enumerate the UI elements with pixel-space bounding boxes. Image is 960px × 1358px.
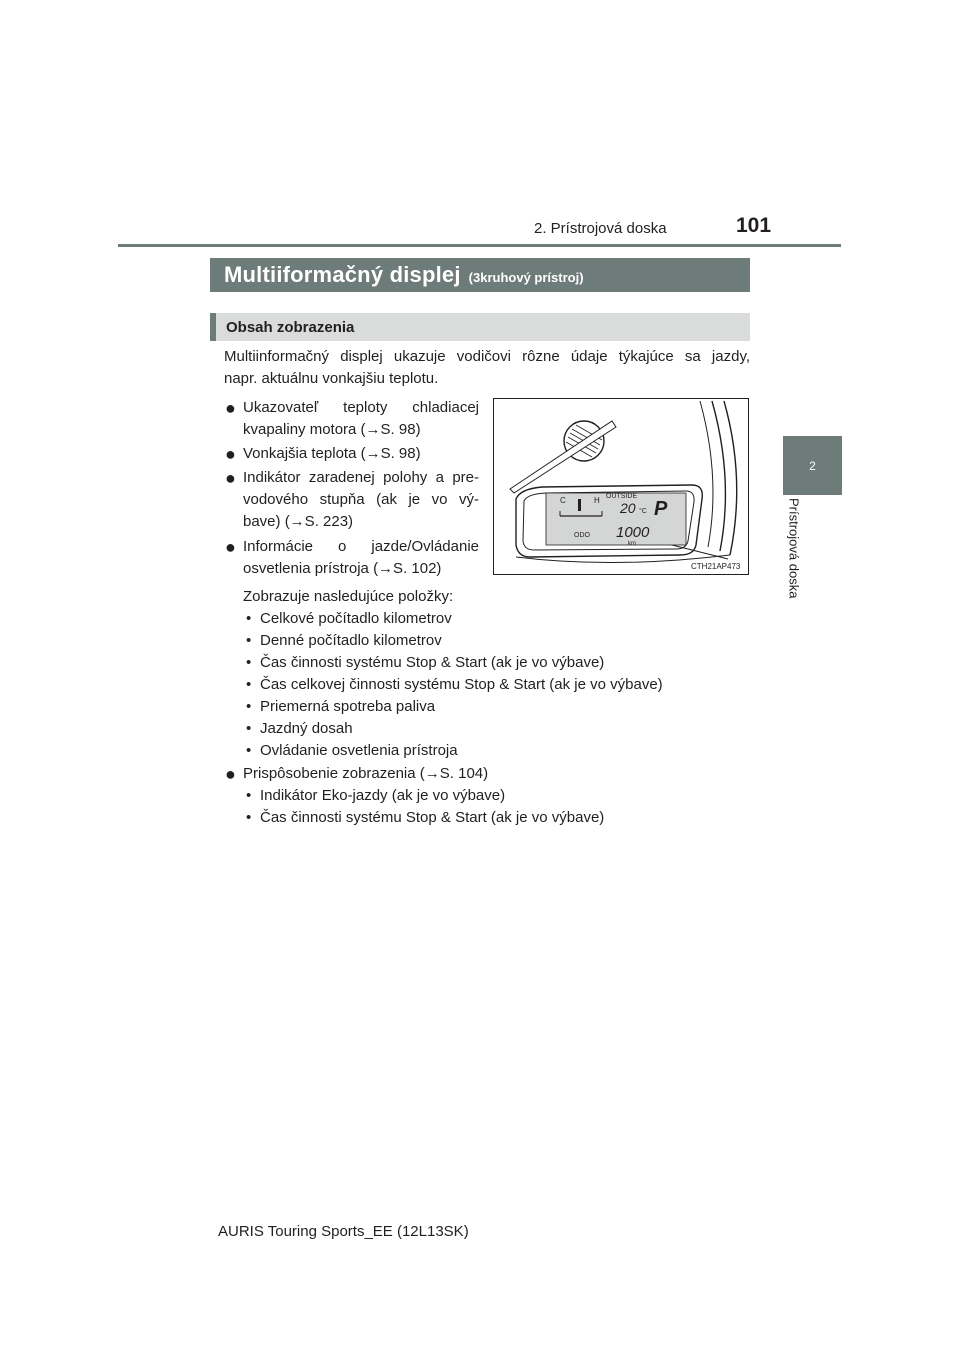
- bullet-dot: ●: [225, 398, 236, 418]
- temperature-value: 20: [620, 500, 636, 516]
- temperature-unit: °C: [639, 508, 647, 515]
- subheading-bar: [210, 313, 750, 341]
- bullet-text: osvetlenia prístroja (→S. 102): [243, 560, 442, 577]
- header-rule: [118, 244, 841, 247]
- outside-label: OUTSIDE: [606, 493, 638, 500]
- bullet-text: Ukazovateľ teploty chladiacej: [243, 399, 479, 416]
- intro-line-1: Multiinformačný displej ukazuje vodičovi rôzne údaje týkajúce sa jazdy,: [224, 348, 750, 365]
- odometer-value: 1000: [616, 524, 650, 541]
- bullet-dot: ●: [225, 764, 236, 784]
- bullet-display-customization: [225, 763, 625, 785]
- coolant-thermometer-icon: [578, 499, 581, 511]
- chapter-label: Prístrojová doska: [786, 498, 802, 599]
- bullet-text: Indikátor zaradenej polohy a pre-: [243, 469, 479, 486]
- gauge-c-label: C: [560, 496, 566, 505]
- bullet-dot: ●: [225, 444, 236, 464]
- illustration-code: CTH21AP473: [691, 562, 741, 571]
- bullet-text: bave) (→S. 223): [243, 513, 354, 530]
- gauge-h-label: H: [594, 496, 600, 505]
- bullet-text: kvapaliny motora (→S. 98): [243, 421, 421, 438]
- bullet-outside-temp: [225, 443, 479, 465]
- cluster-drawing: [494, 399, 748, 574]
- section-title: 2. Prístrojová doska: [534, 220, 667, 237]
- bullet-dot: ●: [225, 537, 236, 557]
- page-subtitle: (3kruhový prístroj): [468, 270, 584, 285]
- needle-icon: [510, 421, 616, 493]
- page-number: 101: [736, 214, 772, 237]
- bullet-text: Informácie o jazde/Ovládanie: [243, 538, 479, 555]
- bullet-dot: ●: [225, 468, 236, 488]
- chapter-number: 2: [809, 458, 816, 473]
- bullet-gear-indicator: [225, 467, 479, 533]
- subheading: Obsah zobrazenia: [226, 318, 355, 336]
- side-tab-label: [776, 498, 812, 628]
- instrument-cluster-illustration: [493, 398, 749, 575]
- odo-label: ODO: [574, 532, 590, 539]
- bullet-coolant: [225, 397, 479, 441]
- page-title-bar: [210, 258, 750, 292]
- gear-indicator: P: [654, 498, 668, 520]
- odo-unit: km: [628, 541, 636, 547]
- intro-line-2: napr. aktuálnu vonkajšiu teplotu.: [224, 370, 439, 387]
- bullet-text: Prispôsobenie zobrazenia (→S. 104): [243, 765, 489, 782]
- footer-model: AURIS Touring Sports_EE (12L13SK): [218, 1223, 469, 1240]
- page-title: Multiiformačný displej: [224, 262, 461, 287]
- bullet-text: Vonkajšia teplota (→S. 98): [243, 445, 421, 462]
- bullet-text: vodového stupňa (ak je vo vý-: [243, 491, 479, 508]
- subheading-marker: [210, 313, 216, 341]
- bullet-drive-info: [225, 536, 479, 580]
- items-intro: Zobrazuje nasledujúce položky:: [243, 588, 454, 605]
- side-tab-chapter: [783, 436, 842, 495]
